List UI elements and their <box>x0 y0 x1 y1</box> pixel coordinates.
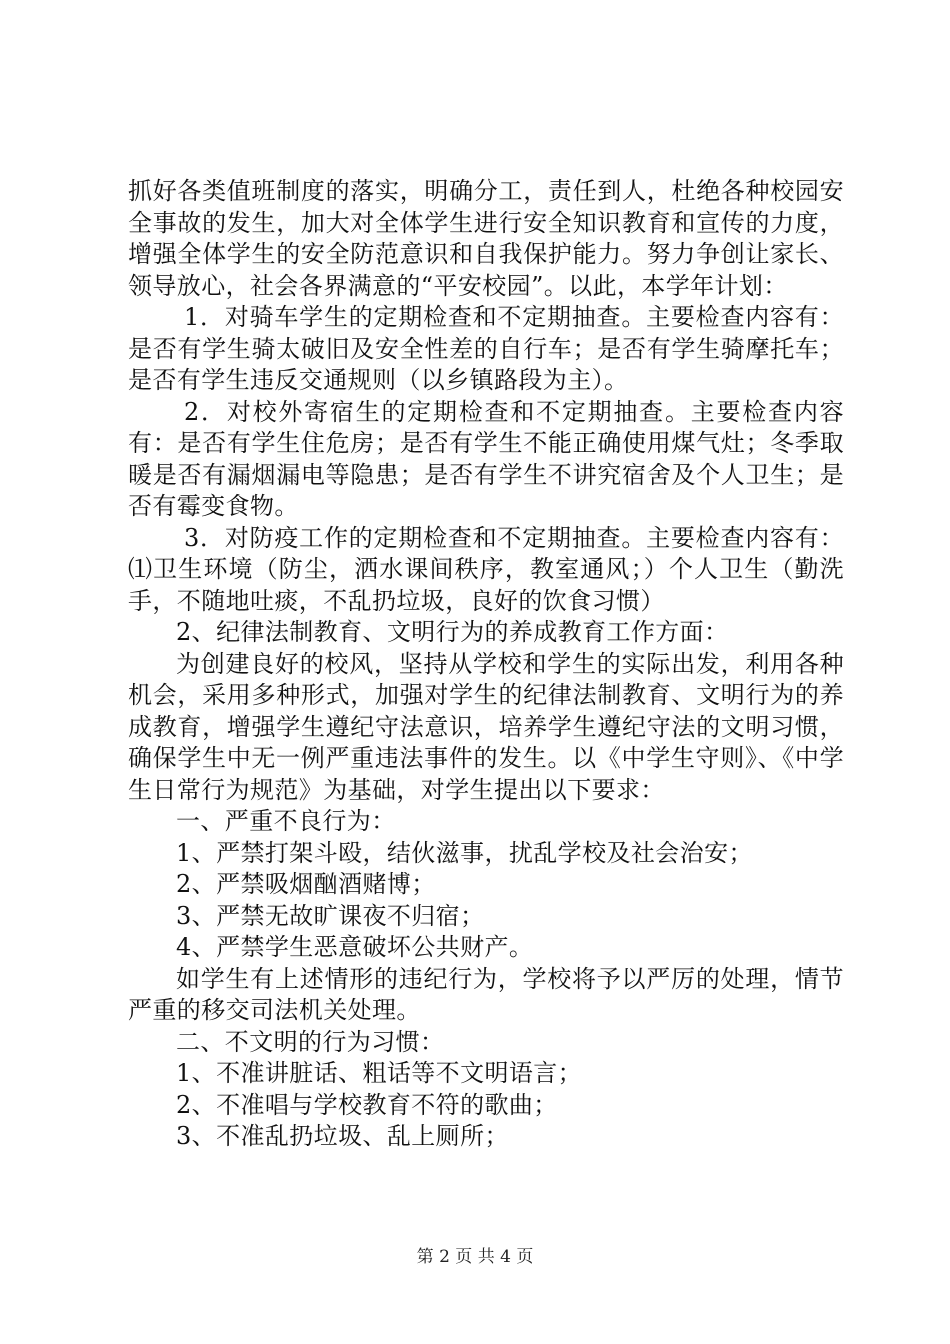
list-item: 1、不准讲脏话、粗话等不文明语言； <box>176 1059 583 1087</box>
page-number-footer: 第 2 页 共 4 页 <box>416 1247 534 1267</box>
paragraph-intro: 抓好各类值班制度的落实，明确分工，责任到人，杜绝各种校园安全事故的发生，加大对全体学生进行安全知识教育和宣传的力度，增强全体学生的安全防范意识和自我保护能力。努力争创让家长、领导放心，社会各界满意的“平安校园”。以此，本学年计划： <box>128 177 844 300</box>
paragraph-item-epidemic-check: 3．对防疫工作的定期检查和不定期抽查。主要检查内容有：⑴卫生环境（防尘，洒水课间秩序，教室通风；）个人卫生（勤洗手，不随地吐痰，不乱扔垃圾，良好的饮食习惯） <box>128 523 844 615</box>
subheading-uncivil-habits: 二、不文明的行为习惯： <box>176 1027 445 1056</box>
section-heading-discipline: 2、纪律法制教育、文明行为的养成教育工作方面： <box>176 618 729 646</box>
list-item: 4、严禁学生恶意破坏公共财产。 <box>176 933 534 961</box>
list-item: 2、严禁吸烟酗酒赌博； <box>176 870 436 898</box>
paragraph-item-bike-check: 1．对骑车学生的定期检查和不定期抽查。主要检查内容有：是否有学生骑太破旧及安全性差的自行车；是否有学生骑摩托车；是否有学生违反交通规则（以乡镇路段为主）。 <box>128 303 844 394</box>
list-item: 2、不准唱与学校教育不符的歌曲； <box>176 1090 558 1119</box>
list-item: 1、严禁打架斗殴，结伙滋事，扰乱学校及社会治安； <box>176 838 753 867</box>
paragraph-discipline-intro: 为创建良好的校风，坚持从学校和学生的实际出发，利用各种机会，采用多种形式，加强对学生的纪律法制教育、文明行为的养成教育，增强学生遵纪守法意识，培养学生遵纪守法的文明习惯，确保学生中无一例严重违法事件的发生。以《中学生守则》、《中学生日常行为规范》为基础，对学生提出以下要求： <box>128 649 844 804</box>
paragraph-item-boarder-check: 2．对校外寄宿生的定期检查和不定期抽查。主要检查内容有：是否有学生住危房；是否有学生不能正确使用煤气灶；冬季取暖是否有漏烟漏电等隐患；是否有学生不讲究宿舍及个人卫生；是否有霉变食物。 <box>128 397 844 520</box>
paragraph-penalty-note: 如学生有上述情形的违纪行为，学校将予以严厉的处理，情节严重的移交司法机关处理。 <box>128 964 844 1024</box>
document-body <box>128 176 844 1153</box>
list-item: 3、不准乱扔垃圾、乱上厕所； <box>176 1122 509 1150</box>
list-item: 3、严禁无故旷课夜不归宿； <box>176 901 485 930</box>
subheading-serious-misconduct: 一、严重不良行为： <box>176 807 396 835</box>
